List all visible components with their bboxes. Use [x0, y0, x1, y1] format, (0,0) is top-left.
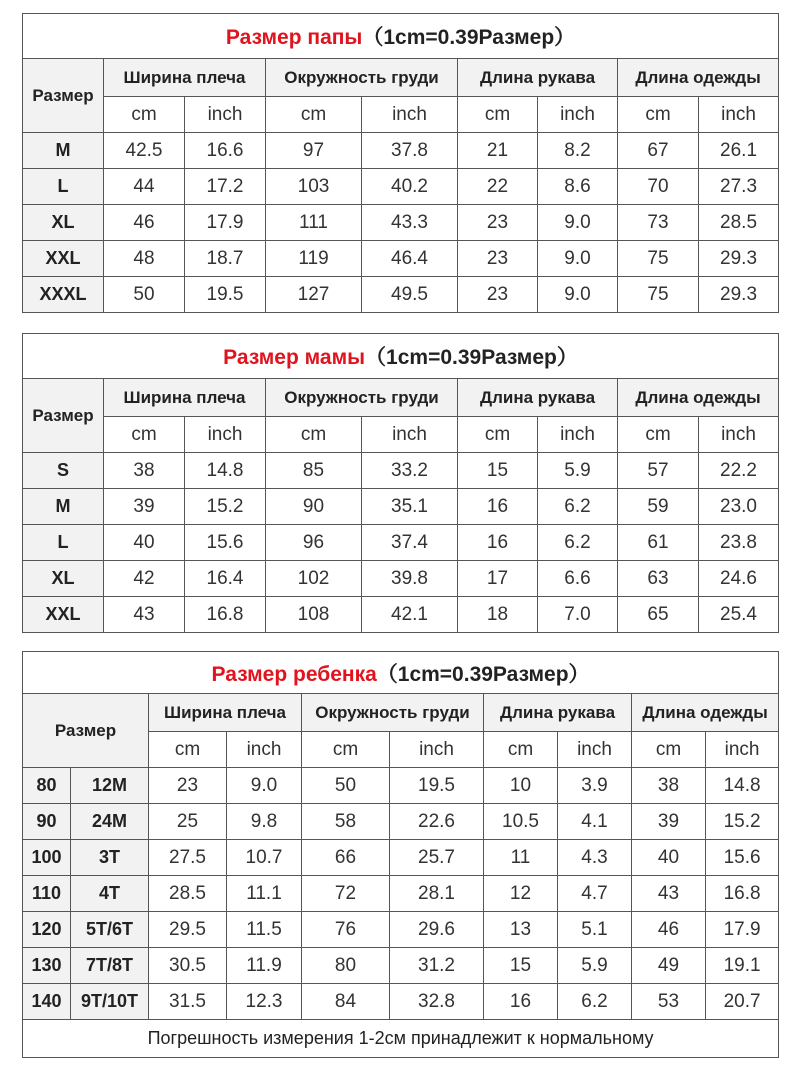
value-cell: 31.5	[149, 984, 227, 1020]
value-cell: 10	[484, 768, 558, 804]
value-cell: 37.8	[362, 133, 458, 169]
value-cell: 17.9	[185, 205, 266, 241]
garment-length-header: Длина одежды	[618, 379, 779, 417]
mom-title-label: Размер мамы	[223, 346, 366, 369]
unit-cm-label: cm	[104, 97, 185, 133]
value-cell: 46	[632, 912, 706, 948]
value-cell: 22.6	[390, 804, 484, 840]
unit-inch-label: inch	[362, 97, 458, 133]
sleeve-length-header: Длина рукава	[458, 59, 618, 97]
table-row	[23, 840, 779, 876]
value-cell: 39	[104, 489, 185, 525]
kid-table-title	[23, 652, 779, 694]
value-cell: 9.0	[227, 768, 302, 804]
unit-cm-label: cm	[458, 97, 538, 133]
value-cell: 16.6	[185, 133, 266, 169]
unit-inch-label: inch	[699, 97, 779, 133]
value-cell: 16	[484, 984, 558, 1020]
value-cell: 23	[149, 768, 227, 804]
table-row	[23, 876, 779, 912]
table-row	[23, 277, 779, 313]
value-cell: 103	[266, 169, 362, 205]
value-cell: 8.6	[538, 169, 618, 205]
table-row	[23, 597, 779, 633]
value-cell: 22.2	[699, 453, 779, 489]
value-cell: 27.5	[149, 840, 227, 876]
value-cell: 53	[632, 984, 706, 1020]
unit-row	[23, 97, 779, 133]
unit-inch-label: inch	[390, 732, 484, 768]
value-cell: 39	[632, 804, 706, 840]
table-row	[23, 133, 779, 169]
value-cell: 50	[104, 277, 185, 313]
size-cell: XL	[23, 561, 104, 597]
size-cell: XXXL	[23, 277, 104, 313]
value-cell: 7.0	[538, 597, 618, 633]
value-cell: 30.5	[149, 948, 227, 984]
value-cell: 38	[104, 453, 185, 489]
value-cell: 67	[618, 133, 699, 169]
unit-cm-label: cm	[618, 97, 699, 133]
value-cell: 40	[104, 525, 185, 561]
value-cell: 9.0	[538, 241, 618, 277]
kid-title-conversion: （1cm=0.39Размер）	[376, 662, 590, 686]
table-row	[23, 205, 779, 241]
value-cell: 59	[618, 489, 699, 525]
unit-inch-label: inch	[362, 417, 458, 453]
size-cell: XXL	[23, 597, 104, 633]
chest-circumference-header: Окружность груди	[302, 694, 484, 732]
unit-cm-label: cm	[618, 417, 699, 453]
value-cell: 29.3	[699, 277, 779, 313]
value-cell: 32.8	[390, 984, 484, 1020]
value-cell: 19.1	[706, 948, 779, 984]
table-row	[23, 489, 779, 525]
value-cell: 42.1	[362, 597, 458, 633]
value-cell: 111	[266, 205, 362, 241]
unit-cm-label: cm	[458, 417, 538, 453]
value-cell: 29.3	[699, 241, 779, 277]
sleeve-length-header: Длина рукава	[484, 694, 632, 732]
value-cell: 49.5	[362, 277, 458, 313]
value-cell: 4.1	[558, 804, 632, 840]
chest-circumference-header: Окружность груди	[266, 379, 458, 417]
value-cell: 11.9	[227, 948, 302, 984]
size-cell: S	[23, 453, 104, 489]
value-cell: 17	[458, 561, 538, 597]
value-cell: 17.9	[706, 912, 779, 948]
size-cell: XL	[23, 205, 104, 241]
value-cell: 25	[149, 804, 227, 840]
value-cell: 17.2	[185, 169, 266, 205]
unit-cm-label: cm	[266, 417, 362, 453]
value-cell: 75	[618, 277, 699, 313]
value-cell: 11	[484, 840, 558, 876]
dad-title-conversion: （1cm=0.39Размер）	[362, 26, 576, 49]
value-cell: 25.4	[699, 597, 779, 633]
unit-cm-label: cm	[104, 417, 185, 453]
unit-inch-label: inch	[706, 732, 779, 768]
value-cell: 42.5	[104, 133, 185, 169]
unit-inch-label: inch	[538, 97, 618, 133]
table-row	[23, 453, 779, 489]
garment-length-header: Длина одежды	[618, 59, 779, 97]
height-cell: 130	[23, 948, 71, 984]
size-column-header: Размер	[23, 694, 149, 768]
value-cell: 26.1	[699, 133, 779, 169]
value-cell: 19.5	[390, 768, 484, 804]
unit-inch-label: inch	[185, 97, 266, 133]
value-cell: 29.5	[149, 912, 227, 948]
value-cell: 21	[458, 133, 538, 169]
table-row	[23, 768, 779, 804]
table-row	[23, 561, 779, 597]
value-cell: 9.0	[538, 205, 618, 241]
value-cell: 15.2	[706, 804, 779, 840]
mom-table-title	[23, 334, 779, 379]
value-cell: 66	[302, 840, 390, 876]
height-cell: 140	[23, 984, 71, 1020]
value-cell: 18	[458, 597, 538, 633]
value-cell: 40.2	[362, 169, 458, 205]
height-cell: 100	[23, 840, 71, 876]
value-cell: 96	[266, 525, 362, 561]
value-cell: 10.7	[227, 840, 302, 876]
value-cell: 75	[618, 241, 699, 277]
measurement-note: Погрешность измерения 1-2см принадлежит к нормальному	[23, 1020, 779, 1058]
value-cell: 35.1	[362, 489, 458, 525]
value-cell: 37.4	[362, 525, 458, 561]
unit-cm-label: cm	[149, 732, 227, 768]
value-cell: 6.6	[538, 561, 618, 597]
value-cell: 23	[458, 241, 538, 277]
value-cell: 6.2	[558, 984, 632, 1020]
dad-table-title	[23, 14, 779, 59]
value-cell: 80	[302, 948, 390, 984]
value-cell: 27.3	[699, 169, 779, 205]
value-cell: 12.3	[227, 984, 302, 1020]
unit-inch-label: inch	[538, 417, 618, 453]
value-cell: 5.1	[558, 912, 632, 948]
value-cell: 97	[266, 133, 362, 169]
age-size-cell: 5T/6T	[71, 912, 149, 948]
height-cell: 120	[23, 912, 71, 948]
value-cell: 127	[266, 277, 362, 313]
value-cell: 119	[266, 241, 362, 277]
table-row	[23, 948, 779, 984]
value-cell: 18.7	[185, 241, 266, 277]
value-cell: 73	[618, 205, 699, 241]
value-cell: 11.1	[227, 876, 302, 912]
value-cell: 22	[458, 169, 538, 205]
height-cell: 90	[23, 804, 71, 840]
unit-cm-label: cm	[484, 732, 558, 768]
size-column-header: Размер	[23, 59, 104, 133]
kid-title-label: Размер ребенка	[211, 662, 377, 686]
value-cell: 23.0	[699, 489, 779, 525]
age-size-cell: 12M	[71, 768, 149, 804]
value-cell: 49	[632, 948, 706, 984]
unit-inch-label: inch	[227, 732, 302, 768]
value-cell: 20.7	[706, 984, 779, 1020]
value-cell: 85	[266, 453, 362, 489]
unit-cm-label: cm	[266, 97, 362, 133]
age-size-cell: 24M	[71, 804, 149, 840]
value-cell: 38	[632, 768, 706, 804]
table-row	[23, 241, 779, 277]
value-cell: 72	[302, 876, 390, 912]
value-cell: 46	[104, 205, 185, 241]
age-size-cell: 9T/10T	[71, 984, 149, 1020]
value-cell: 9.8	[227, 804, 302, 840]
sleeve-length-header: Длина рукава	[458, 379, 618, 417]
value-cell: 14.8	[185, 453, 266, 489]
table-row	[23, 525, 779, 561]
value-cell: 25.7	[390, 840, 484, 876]
age-size-cell: 7T/8T	[71, 948, 149, 984]
dad-title-label: Размер папы	[225, 26, 363, 49]
value-cell: 28.5	[699, 205, 779, 241]
value-cell: 15.6	[706, 840, 779, 876]
value-cell: 33.2	[362, 453, 458, 489]
value-cell: 8.2	[538, 133, 618, 169]
unit-inch-label: inch	[558, 732, 632, 768]
value-cell: 13	[484, 912, 558, 948]
shoulder-width-header: Ширина плеча	[149, 694, 302, 732]
value-cell: 48	[104, 241, 185, 277]
value-cell: 14.8	[706, 768, 779, 804]
value-cell: 15	[484, 948, 558, 984]
value-cell: 39.8	[362, 561, 458, 597]
value-cell: 15.2	[185, 489, 266, 525]
chest-circumference-header: Окружность груди	[266, 59, 458, 97]
dad-size-table	[22, 13, 779, 313]
value-cell: 28.1	[390, 876, 484, 912]
size-cell: L	[23, 525, 104, 561]
value-cell: 23.8	[699, 525, 779, 561]
table-row	[23, 912, 779, 948]
value-cell: 57	[618, 453, 699, 489]
value-cell: 6.2	[538, 525, 618, 561]
age-size-cell: 3T	[71, 840, 149, 876]
value-cell: 4.3	[558, 840, 632, 876]
value-cell: 29.6	[390, 912, 484, 948]
unit-inch-label: inch	[699, 417, 779, 453]
unit-cm-label: cm	[302, 732, 390, 768]
value-cell: 31.2	[390, 948, 484, 984]
mom-size-table	[22, 333, 779, 633]
value-cell: 61	[618, 525, 699, 561]
size-cell: M	[23, 489, 104, 525]
value-cell: 5.9	[538, 453, 618, 489]
table-row	[23, 804, 779, 840]
value-cell: 15	[458, 453, 538, 489]
value-cell: 46.4	[362, 241, 458, 277]
value-cell: 50	[302, 768, 390, 804]
height-cell: 110	[23, 876, 71, 912]
value-cell: 16	[458, 525, 538, 561]
unit-row	[23, 417, 779, 453]
size-cell: M	[23, 133, 104, 169]
kid-size-table	[22, 651, 779, 1058]
value-cell: 40	[632, 840, 706, 876]
size-cell: XXL	[23, 241, 104, 277]
value-cell: 23	[458, 205, 538, 241]
value-cell: 63	[618, 561, 699, 597]
value-cell: 70	[618, 169, 699, 205]
value-cell: 11.5	[227, 912, 302, 948]
value-cell: 108	[266, 597, 362, 633]
garment-length-header: Длина одежды	[632, 694, 779, 732]
value-cell: 44	[104, 169, 185, 205]
value-cell: 16	[458, 489, 538, 525]
age-size-cell: 4T	[71, 876, 149, 912]
value-cell: 43.3	[362, 205, 458, 241]
value-cell: 16.8	[185, 597, 266, 633]
table-row	[23, 984, 779, 1020]
value-cell: 24.6	[699, 561, 779, 597]
value-cell: 12	[484, 876, 558, 912]
table-row	[23, 169, 779, 205]
value-cell: 76	[302, 912, 390, 948]
height-cell: 80	[23, 768, 71, 804]
value-cell: 9.0	[538, 277, 618, 313]
shoulder-width-header: Ширина плеча	[104, 59, 266, 97]
value-cell: 10.5	[484, 804, 558, 840]
value-cell: 23	[458, 277, 538, 313]
value-cell: 5.9	[558, 948, 632, 984]
value-cell: 58	[302, 804, 390, 840]
value-cell: 102	[266, 561, 362, 597]
unit-cm-label: cm	[632, 732, 706, 768]
value-cell: 90	[266, 489, 362, 525]
value-cell: 19.5	[185, 277, 266, 313]
value-cell: 43	[104, 597, 185, 633]
size-cell: L	[23, 169, 104, 205]
unit-inch-label: inch	[185, 417, 266, 453]
value-cell: 3.9	[558, 768, 632, 804]
value-cell: 42	[104, 561, 185, 597]
value-cell: 16.4	[185, 561, 266, 597]
value-cell: 4.7	[558, 876, 632, 912]
mom-title-conversion: （1cm=0.39Размер）	[365, 346, 578, 369]
value-cell: 84	[302, 984, 390, 1020]
value-cell: 28.5	[149, 876, 227, 912]
value-cell: 15.6	[185, 525, 266, 561]
shoulder-width-header: Ширина плеча	[104, 379, 266, 417]
value-cell: 6.2	[538, 489, 618, 525]
value-cell: 65	[618, 597, 699, 633]
value-cell: 43	[632, 876, 706, 912]
value-cell: 16.8	[706, 876, 779, 912]
size-column-header: Размер	[23, 379, 104, 453]
